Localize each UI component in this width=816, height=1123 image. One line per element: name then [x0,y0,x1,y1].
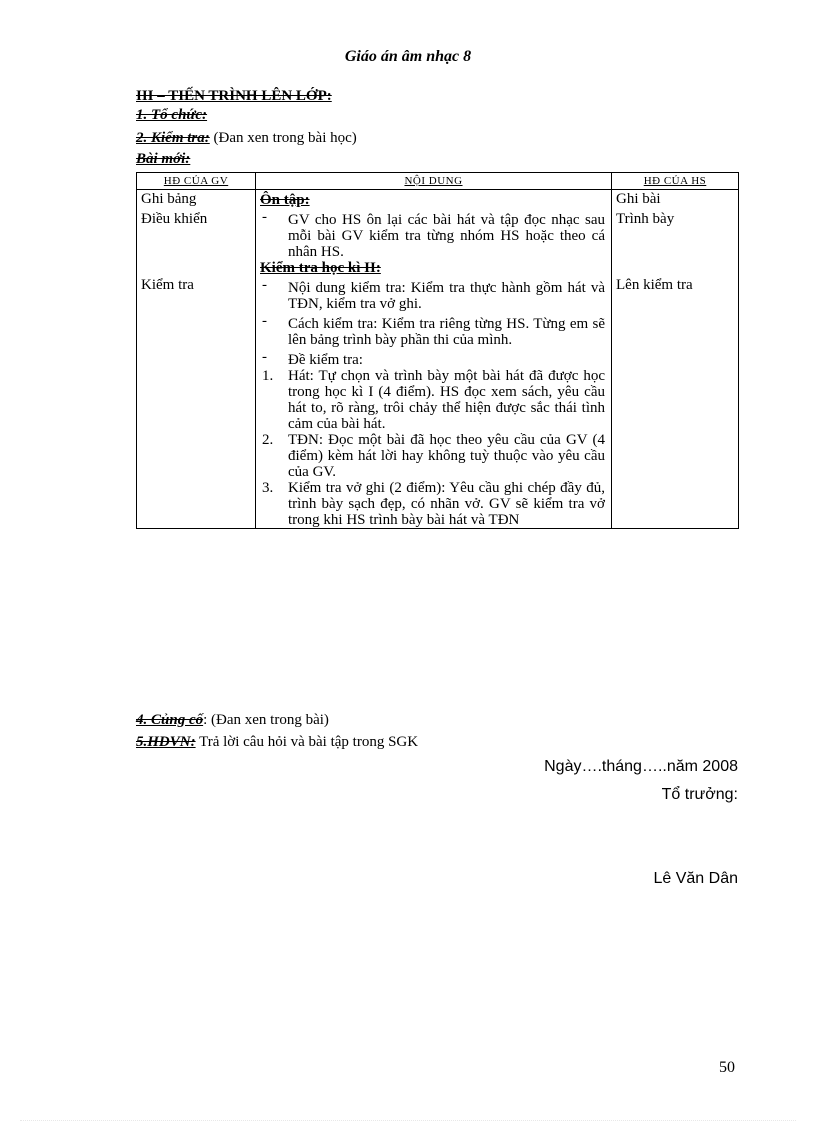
section-heading [136,88,332,105]
list-item [260,277,605,312]
bullet-mark: - [262,209,267,225]
student-activity: Trình bày [616,211,675,227]
bullet-mark: - [262,349,267,365]
review-heading: Ôn tập: [260,192,310,208]
homework-item [136,734,418,751]
header-teacher: HĐ CỦA GV [137,173,256,190]
item-number: 3. [262,480,274,496]
exam-heading: Kiểm tra học kì II: [260,260,381,276]
consolidation-item [136,712,329,729]
consolidation-text: : (Đan xen trong bài) [203,712,329,728]
list-item-text: TĐN: Đọc một bài đã học theo yêu cầu của GV (4 điểm) kèm hát lời hay không tuỳ thuộc vào yêu cầu của GV. [288,432,605,480]
item-number: 2. [262,432,274,448]
page-number: 50 [719,1059,735,1076]
signature-name: Lê Văn Dân [653,870,738,887]
homework-text: Trả lời câu hỏi và bài tập trong SGK [195,734,419,750]
list-item [260,313,605,348]
list-item [260,209,605,260]
header-content: NỘI DUNG [256,173,612,190]
list-item-text: Hát: Tự chọn và trình bày một bài hát đã được học trong học kì I (4 điểm). HS đọc xem sách, yêu cầu hát to, rõ ràng, trôi chảy thể hiện được sắc thái tình cảm của bài hát. [288,368,605,432]
student-activity: Lên kiểm tra [616,277,693,293]
check-item [136,130,357,147]
list-item [260,368,605,432]
student-activity-cell [612,190,739,529]
section-title: III – TIẾN TRÌNH LÊN LỚP: [136,88,332,104]
teacher-activity-cell [137,190,256,529]
page-header-title: Giáo án âm nhạc 8 [344,48,472,65]
list-item-text: GV cho HS ôn lại các bài hát và tập đọc nhạc sau mỗi bài GV kiểm tra từng nhóm HS hoặc theo cá nhân HS. [288,212,605,260]
consolidation-label: 4. Củng cố [136,712,204,728]
organization-item [136,107,207,124]
signature-role: Tổ trưởng: [661,786,738,803]
list-item-text: Kiểm tra vở ghi (2 điểm): Yêu cầu ghi chép đầy đủ, trình bày sạch đẹp, có nhãn vở. GV sẽ kiểm tra vở trong khi HS trình bày bài hát và TĐN [288,480,605,528]
content-cell [256,190,612,529]
item-number: 1. [262,368,274,384]
list-item [260,480,605,528]
list-item [260,349,605,368]
list-item-text: Cách kiểm tra: Kiểm tra riêng từng HS. Từng em sẽ lên bảng trình bày phần thi của mình. [288,316,605,348]
check-label: 2. Kiểm tra: [136,130,210,146]
student-activity: Ghi bài [616,191,661,207]
new-lesson-label: Bài mới: [136,151,191,167]
header-student: HĐ CỦA HS [612,173,739,190]
organization-label: 1. Tổ chức: [136,107,208,123]
signature-date: Ngày….tháng…..năm 2008 [544,758,738,775]
teacher-activity: Kiểm tra [141,277,194,293]
list-item-text: Nội dung kiểm tra: Kiểm tra thực hành gồm hát và TĐN, kiểm tra vở ghi. [288,280,605,312]
homework-label: 5.HDVN: [136,734,196,750]
check-text: (Đan xen trong bài học) [209,130,357,146]
list-item-text: Đề kiểm tra: [288,352,363,368]
bullet-mark: - [262,277,267,293]
teacher-activity: Ghi bảng [141,191,197,207]
table-header-row [137,173,739,190]
bullet-mark: - [262,313,267,329]
table-row [137,190,739,529]
teacher-activity: Điều khiển [141,211,208,227]
page-bottom-divider [20,1120,796,1121]
list-item [260,432,605,480]
lesson-plan-table [136,172,739,529]
new-lesson-item [136,151,190,168]
